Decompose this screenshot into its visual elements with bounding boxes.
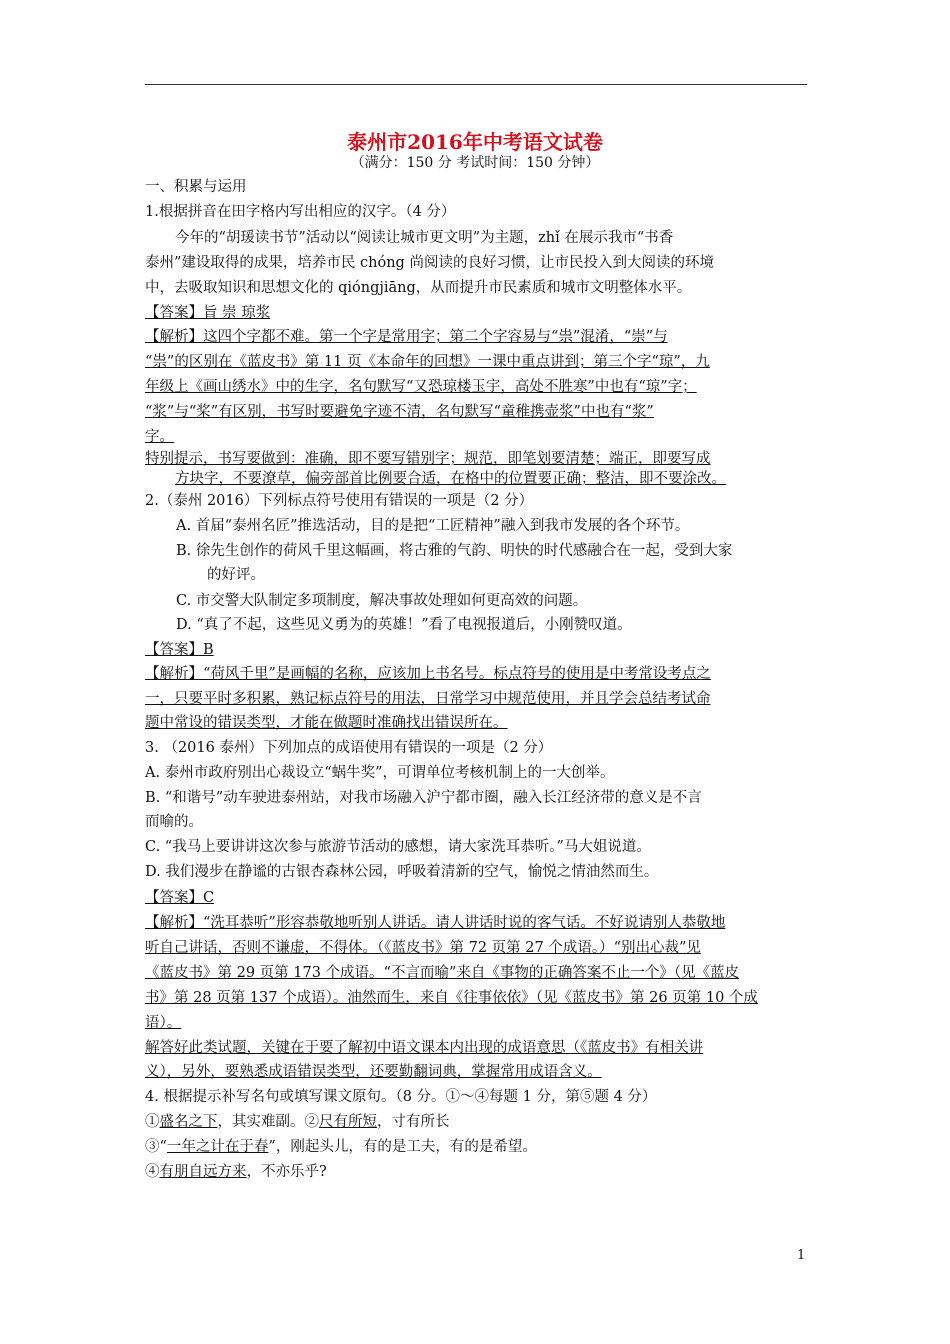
q2-analysis-line: 一，只要平时多积累，熟记标点符号的用法，日常学习中规范使用，并且学会总结考试命 — [145, 691, 711, 707]
page-number: 1 — [797, 1248, 806, 1263]
q2-option-c: C. 市交警大队制定多项制度，解决事故处理如何更高效的问题。 — [176, 593, 588, 609]
q3-tip-line: 义），另外，要熟悉成语错误类型，还要勤翻词典，掌握常用成语含义。 — [145, 1064, 602, 1080]
q4-num: ① — [145, 1114, 160, 1130]
q3-analysis-line: 听自己讲话，否则不谦虚，不得体。（《蓝皮书》第 72 页第 27 个成语。）“别出心裁”见 — [145, 940, 701, 956]
q4-text: ，寸有所长 — [377, 1114, 450, 1130]
header-rule — [145, 84, 807, 85]
q2-analysis-line: 题中常设的错误类型，才能在做题时准确找出错误所在。 — [145, 715, 508, 731]
q4-fill-answer: 盛名之下 — [159, 1114, 218, 1130]
q1-answer: 【答案】旨 崇 琼浆 — [145, 305, 271, 321]
q1-analysis-line: 【解析】这四个字都不难。第一个字是常用字；第二个字容易与“祟”混淆，“崇”与 — [145, 329, 668, 345]
q3-prompt: 3. （2016 泰州）下列加点的成语使用有错误的一项是（2 分） — [145, 740, 553, 756]
q3-answer: 【答案】C — [145, 890, 215, 906]
q1-prompt: 1.根据拼音在田字格内写出相应的汉字。（4 分） — [145, 204, 456, 220]
q4-num: ③“ — [145, 1139, 167, 1155]
page-subtitle: （满分：150 分 考试时间：150 分钟） — [350, 155, 600, 171]
q4-answer-line — [145, 1137, 537, 1157]
page-title: 泰州市2016年中考语文试卷 — [347, 130, 603, 154]
q4-num: ④ — [145, 1164, 160, 1180]
q2-prompt: 2.（泰州 2016）下列标点符号使用有错误的一项是（2 分） — [145, 493, 534, 509]
q3-option-b: B. “和谐号”动车驶进泰州站，对我市场融入沪宁都市圈，融入长江经济带的意义是不言 — [145, 790, 702, 806]
q4-fill-answer: 尺有所短 — [319, 1114, 377, 1130]
q4-text: ，其实难副。② — [217, 1114, 319, 1130]
section-heading: 一、积累与运用 — [145, 179, 247, 195]
q4-text: ，不亦乐乎? — [246, 1164, 327, 1180]
q3-option-c: C. “我马上要讲讲这次参与旅游节活动的感想，请大家洗耳恭听。”马大姐说道。 — [145, 839, 651, 855]
q1-analysis-line: 年级上《画山绣水》中的生字，名句默写“又恐琼楼玉宇，高处不胜寒”中也有“琼”字； — [145, 379, 697, 395]
q3-analysis-line: 【解析】“洗耳恭听”形容恭敬地听别人讲话。请人讲话时说的客气话。不好说请别人恭敬地 — [145, 915, 726, 931]
q3-option-d: D. 我们漫步在静谧的古银杏森林公园，呼吸着清新的空气，愉悦之情油然而生。 — [145, 864, 659, 880]
q1-tip-line: 特别提示，书写要做到：准确，即不要写错别字；规范，即笔划要清楚；端正，即要写成 — [145, 451, 711, 467]
q1-para-line: 今年的“胡瑗读书节”活动以“阅读让城市更文明”为主题，zhǐ 在展示我市“书香 — [175, 230, 674, 246]
q2-option-b: B. 徐先生创作的荷风千里这幅画，将古雅的气韵、明快的时代感融合在一起，受到大家 — [176, 543, 733, 559]
q2-option-a: A. 首届“泰州名匠”推选活动，目的是把“工匠精神”融入到我市发展的各个环节。 — [176, 518, 690, 534]
q3-analysis-line: 语）。 — [145, 1015, 182, 1031]
q4-prompt: 4. 根据提示补写名句或填写课文原句。（8 分。①～④每题 1 分，第⑤题 4 分） — [145, 1089, 657, 1105]
q1-para-line: 泰州”建设取得的成果，培养市民 chóng 尚阅读的良好习惯，让市民投入到大阅读的环境 — [145, 255, 714, 271]
q1-para-line: 中，去吸取知识和思想文化的 qióngjiāng，从而提升市民素质和城市文明整体水平。 — [145, 280, 692, 296]
q3-option-a: A. 泰州市政府别出心裁设立“蜗牛奖”，可谓单位考核机制上的一大创举。 — [145, 765, 615, 781]
q4-fill-answer: 一年之计在于春 — [166, 1139, 269, 1155]
q3-analysis-line: 书》第 28 页第 137 个成语）。油然而生，来自《往事依依》（见《蓝皮书》第 26 页第 10 个成 — [145, 990, 758, 1006]
q3-tip-line: 解答好此类试题，关键在于要了解初中语文课本内出现的成语意思（《蓝皮书》有相关讲 — [145, 1040, 704, 1056]
q3-analysis-line: 《蓝皮书》第 29 页第 173 个成语。“不言而喻”来自《事物的正确答案不止一个》（见《蓝皮 — [145, 965, 740, 981]
q2-option-d: D. “真了不起，这些见义勇为的英雄！”看了电视报道后，小刚赞叹道。 — [176, 617, 632, 633]
q1-analysis-line: 字。 — [145, 429, 174, 445]
q1-tip-line: 方块字，不要潦草，偏旁部首比例要合适，在格中的位置要正确；整洁，即不要涂改。 — [175, 471, 726, 487]
q2-option-b-cont: 的好评。 — [207, 567, 265, 583]
q4-answer-line — [145, 1162, 327, 1182]
q4-fill-answer: 有朋自远方来 — [159, 1164, 247, 1180]
q4-answer-line — [145, 1112, 450, 1132]
q3-option-b-cont: 而喻的。 — [145, 814, 203, 830]
q4-text: ”，刚起头儿，有的是工夫，有的是希望。 — [268, 1139, 537, 1155]
q2-analysis-line: 【解析】“荷风千里”是画幅的名称，应该加上书名号。标点符号的使用是中考常设考点之 — [145, 666, 711, 682]
q2-answer: 【答案】B — [145, 642, 214, 658]
q1-analysis-line: “祟”的区别在《蓝皮书》第 11 页《本命年的回想》一课中重点讲到；第三个字“琼”，九 — [145, 354, 710, 370]
q1-analysis-line: “浆”与“桨”有区别，书写时要避免字迹不清，名句默写“童稚携壶浆”中也有“浆” — [145, 404, 654, 420]
